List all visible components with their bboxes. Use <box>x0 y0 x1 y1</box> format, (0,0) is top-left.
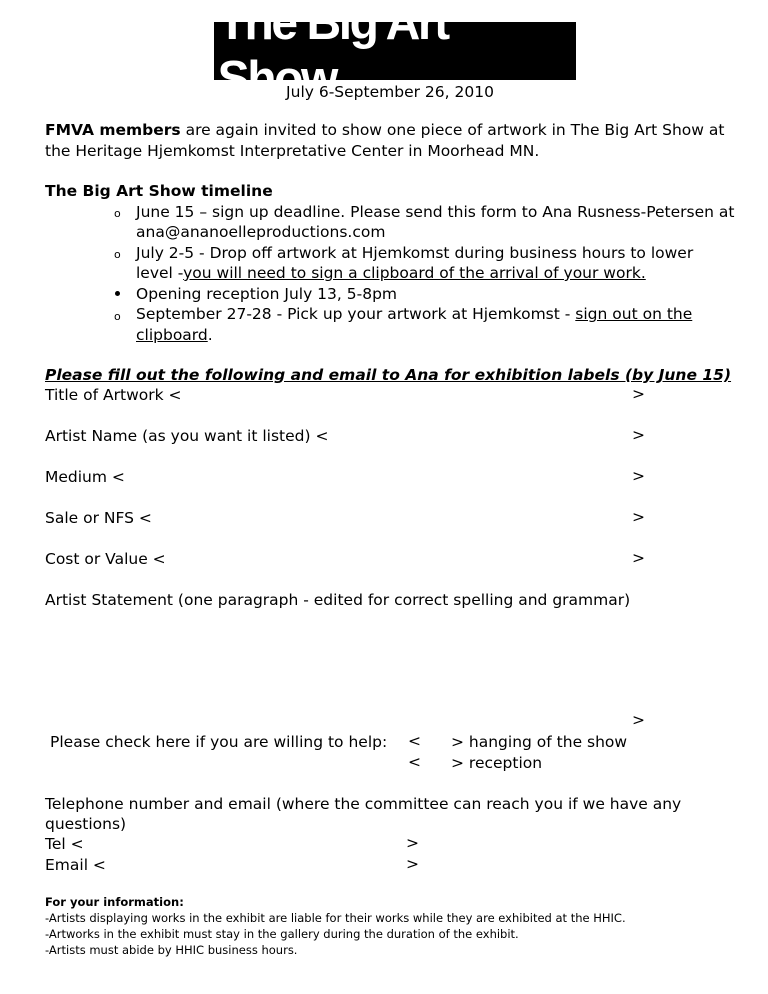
page-title: The Big Art Show <box>217 0 448 106</box>
timeline-item-2-line-2 <box>136 263 646 283</box>
intro-line-1-rest: are again invited to show one piece of artwork in The Big Art Show at <box>180 121 725 139</box>
timeline-item-4-line-2-underlined: clipboard <box>136 326 208 344</box>
field-email-close: > <box>406 855 419 873</box>
timeline-item-2-line-2-underlined: you will need to sign a clipboard of the arrival of your work. <box>183 264 646 282</box>
field-tel[interactable]: Tel < <box>45 835 84 853</box>
bullet-o-4: o <box>114 310 121 323</box>
field-sale-close: > <box>632 508 645 526</box>
bullet-dot-icon <box>115 291 120 296</box>
timeline-item-3-line-1: Opening reception July 13, 5-8pm <box>136 285 398 303</box>
intro-bold-lead: FMVA members <box>45 121 181 139</box>
form-instructions: Please fill out the following and email to Ana for exhibition labels (by June 15) <box>45 366 732 384</box>
intro-line-2: the Heritage Hjemkomst Interpretative Center in Moorhead MN. <box>45 142 540 160</box>
timeline-item-2-line-1: July 2-5 - Drop off artwork at Hjemkomst during business hours to lower <box>136 244 694 262</box>
timeline-item-2-line-2-plain: level - <box>136 264 184 282</box>
contact-label-line-1: Telephone number and email (where the committee can reach you if we have any <box>45 795 682 813</box>
help-label: Please check here if you are willing to help: <box>50 733 388 751</box>
field-title-of-artwork[interactable]: Title of Artwork < <box>45 386 182 404</box>
timeline-heading-text: The Big Art Show timeline <box>45 182 273 200</box>
timeline-item-4-line-1-underlined: sign out on the <box>575 305 693 323</box>
timeline-heading <box>45 181 273 201</box>
field-title-close: > <box>632 385 645 403</box>
field-artist-close: > <box>632 426 645 444</box>
bullet-o-2: o <box>114 248 121 261</box>
bullet-o-1: o <box>114 207 121 220</box>
help-open-2[interactable]: < <box>408 753 421 771</box>
field-statement-close: > <box>632 711 645 729</box>
timeline-item-4-line-2 <box>136 325 213 345</box>
field-cost-or-value[interactable]: Cost or Value < <box>45 550 166 568</box>
timeline-item-4-line-2-plain: . <box>207 326 213 344</box>
timeline-item-4-line-1-plain: September 27-28 - Pick up your artwork at Hjemkomst - <box>136 305 576 323</box>
info-line-1: -Artists displaying works in the exhibit are liable for their works while they are exhibited at the HHIC. <box>45 911 626 925</box>
timeline-item-1-line-1: June 15 – sign up deadline. Please send this form to Ana Rusness-Petersen at <box>136 203 735 221</box>
intro-line-1 <box>45 120 724 140</box>
show-dates: July 6-September 26, 2010 <box>286 83 494 101</box>
field-cost-close: > <box>632 549 645 567</box>
help-open-1[interactable]: < <box>408 732 421 750</box>
info-heading: For your information: <box>45 895 184 909</box>
contact-label-line-2: questions) <box>45 815 127 833</box>
timeline-item-4-line-1 <box>136 304 692 324</box>
field-sale-or-nfs[interactable]: Sale or NFS < <box>45 509 152 527</box>
timeline-item-1-line-2: ana@ananoelleproductions.com <box>136 223 386 241</box>
field-artist-name[interactable]: Artist Name (as you want it listed) < <box>45 427 329 445</box>
field-medium-close: > <box>632 467 645 485</box>
field-artist-statement[interactable]: Artist Statement (one paragraph - edited for correct spelling and grammar) <box>45 591 631 609</box>
field-medium[interactable]: Medium < <box>45 468 125 486</box>
info-line-3: -Artists must abide by HHIC business hours. <box>45 943 298 957</box>
field-email[interactable]: Email < <box>45 856 106 874</box>
info-line-2: -Artworks in the exhibit must stay in the gallery during the duration of the exhibit. <box>45 927 519 941</box>
help-option-reception[interactable]: > reception <box>451 754 543 772</box>
field-tel-close: > <box>406 834 419 852</box>
help-option-hanging[interactable]: > hanging of the show <box>451 733 628 751</box>
